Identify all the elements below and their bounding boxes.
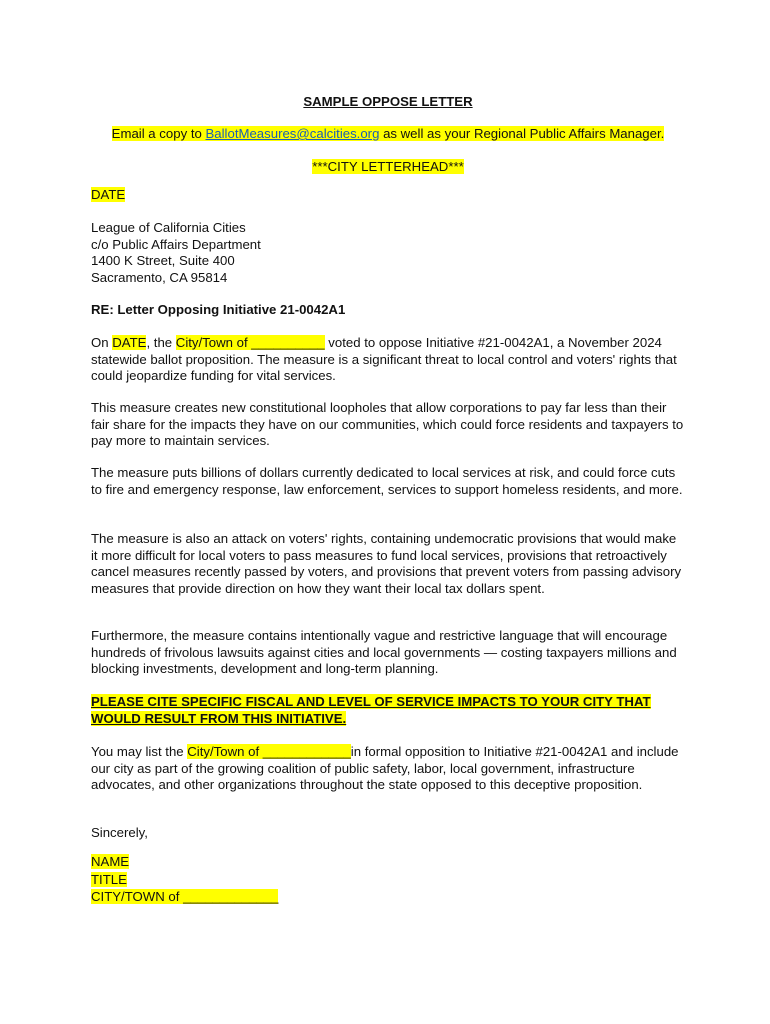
para1-text: , the [146,335,176,350]
email-prefix: Email a copy to [111,126,206,141]
letter-title: SAMPLE OPPOSE LETTER [303,94,473,109]
paragraph-5: Furthermore, the measure contains intentionally vague and restrictive language that will encourage hundreds of frivolous lawsuits against cities and local governments — costing taxpayers millions and blocking investments, development and long-term planning. [91,628,677,676]
address-line: Sacramento, CA 95814 [91,269,228,285]
signature-title: TITLE [91,871,127,887]
signature-block [91,853,685,906]
address-line: League of California Cities [91,220,246,235]
signature-city: CITY/TOWN of _____________ [91,889,279,904]
re-line: RE: Letter Opposing Initiative 21-0042A1 [91,302,346,317]
para1-text: On [91,335,113,350]
signature-name: NAME [91,854,130,869]
paragraph-2: This measure creates new constitutional loopholes that allow corporations to pay far less than their fair share for the impacts they have on our communities, which could force residents and taxpayers to pay more to maintain services. [91,400,684,448]
para1-city: City/Town of __________ [175,335,325,350]
para1-text: voted to oppose Initiative #21-0042A1, a November 2024 statewide ballot proposition. The measure is a significant threat to local control and voters' rights that could jeopardize funding for vital services. [91,335,677,383]
para6-text: You may list the [91,744,188,759]
paragraph-6 [91,744,685,794]
closing: Sincerely, [91,825,148,840]
email-link[interactable]: BallotMeasures@calcities.org [205,126,380,141]
paragraph-3: The measure puts billions of dollars currently dedicated to local services at risk, and could force cuts to fire and emergency response, law enforcement, services to support homeless residents, and more. [91,465,683,497]
para6-city: City/Town of ____________ [187,744,351,759]
recipient-address [91,220,685,286]
date-text: DATE [91,187,126,202]
letterhead-placeholder [91,159,685,176]
date-placeholder [91,187,685,204]
paragraph-1 [91,335,685,385]
para6-text: in formal opposition to Initiative #21-0042A1 and include our city as part of the growing coalition of public safety, labor, local government, infrastructure advocates, and other organizations throughout the state opposed to this deceptive proposition. [91,744,679,792]
instruction-text: PLEASE CITE SPECIFIC FISCAL AND LEVEL OF SERVICE IMPACTS TO YOUR CITY THAT WOULD RESULT FROM THIS INITIATIVE. [91,694,651,726]
instruction-note [91,694,685,727]
address-line: c/o Public Affairs Department [91,236,261,252]
para1-date: DATE [112,335,147,350]
letterhead-text: ***CITY LETTERHEAD*** [312,159,464,174]
address-line: 1400 K Street, Suite 400 [91,253,235,268]
email-suffix: as well as your Regional Public Affairs Manager. [379,126,665,141]
email-instruction [91,126,685,143]
paragraph-4: The measure is also an attack on voters' rights, containing undemocratic provisions that would make it more difficult for local voters to pass measures to fund local services, provisions that retroactively cancel measures recently passed by voters, and provisions that prevent voters from passing advisory measures that provide direction on how they want their local tax dollars spent. [91,531,682,596]
